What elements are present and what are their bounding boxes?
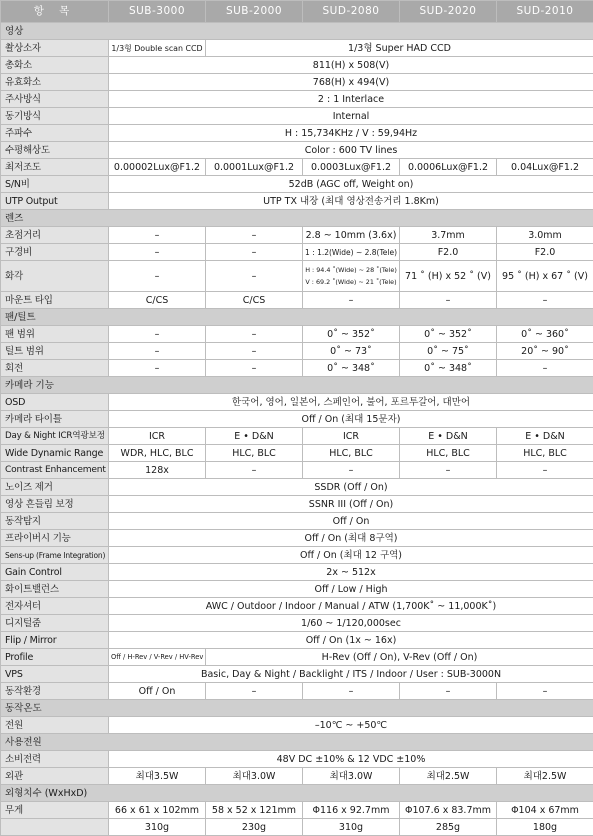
spec-row bbox=[1, 547, 593, 564]
spec-value: 0˚ ~ 352˚ bbox=[400, 326, 497, 343]
spec-value bbox=[303, 261, 400, 292]
spec-label: 영상 흔들림 보정 bbox=[1, 496, 109, 513]
spec-value: 2 : 1 Interlace bbox=[109, 91, 593, 108]
spec-row bbox=[1, 40, 593, 57]
spec-row bbox=[1, 462, 593, 479]
spec-row bbox=[1, 530, 593, 547]
spec-label: 총화소 bbox=[1, 57, 109, 74]
spec-value: 0.04Lux@F1.2 bbox=[497, 159, 593, 176]
spec-label: Sens-up (Frame Integration) bbox=[1, 547, 109, 564]
spec-value: Off / On bbox=[109, 683, 206, 700]
spec-value: 최대2.5W bbox=[400, 768, 497, 785]
spec-row bbox=[1, 598, 593, 615]
spec-value: – bbox=[400, 292, 497, 309]
spec-row bbox=[1, 57, 593, 74]
spec-value: 최대2.5W bbox=[497, 768, 593, 785]
spec-label: 최저조도 bbox=[1, 159, 109, 176]
spec-value: E • D&N bbox=[206, 428, 303, 445]
spec-value: 최대3.0W bbox=[206, 768, 303, 785]
spec-label: 화각 bbox=[1, 261, 109, 292]
spec-row bbox=[1, 343, 593, 360]
spec-row bbox=[1, 717, 593, 734]
spec-value: E • D&N bbox=[497, 428, 593, 445]
spec-value: Φ116 x 92.7mm bbox=[303, 802, 400, 819]
section-row bbox=[1, 377, 593, 394]
spec-row bbox=[1, 411, 593, 428]
spec-value: C/CS bbox=[206, 292, 303, 309]
header-item: 항 목 bbox=[1, 1, 109, 23]
spec-row bbox=[1, 479, 593, 496]
spec-value: Off / On bbox=[109, 513, 593, 530]
spec-value: – bbox=[206, 683, 303, 700]
section-title: 사용전원 bbox=[1, 734, 593, 751]
spec-value: 71 ˚ (H) x 52 ˚ (V) bbox=[400, 261, 497, 292]
spec-row bbox=[1, 360, 593, 377]
spec-value: – bbox=[303, 292, 400, 309]
spec-label: 주파수 bbox=[1, 125, 109, 142]
spec-label: 전원 bbox=[1, 717, 109, 734]
spec-row bbox=[1, 91, 593, 108]
spec-value: 1/60 ~ 1/120,000sec bbox=[109, 615, 593, 632]
spec-value: – bbox=[109, 326, 206, 343]
spec-label: 카메라 타이틀 bbox=[1, 411, 109, 428]
spec-row bbox=[1, 193, 593, 210]
spec-value: 0˚ ~ 360˚ bbox=[497, 326, 593, 343]
spec-row bbox=[1, 683, 593, 700]
spec-value: 2x ~ 512x bbox=[109, 564, 593, 581]
spec-label: 구경비 bbox=[1, 244, 109, 261]
spec-row bbox=[1, 74, 593, 91]
spec-label: 디지털줌 bbox=[1, 615, 109, 632]
spec-label: Gain Control bbox=[1, 564, 109, 581]
spec-value: –10℃ ~ +50℃ bbox=[109, 717, 593, 734]
spec-value: F2.0 bbox=[400, 244, 497, 261]
spec-row bbox=[1, 244, 593, 261]
spec-value: – bbox=[109, 227, 206, 244]
spec-value: 58 x 52 x 121mm bbox=[206, 802, 303, 819]
spec-value: Off / H-Rev / V-Rev / HV-Rev bbox=[109, 649, 206, 666]
spec-row bbox=[1, 292, 593, 309]
spec-value: 768(H) x 494(V) bbox=[109, 74, 593, 91]
spec-value: H : 15,734KHz / V : 59,94Hz bbox=[109, 125, 593, 142]
spec-label: 프라이버시 기능 bbox=[1, 530, 109, 547]
section-row bbox=[1, 700, 593, 717]
spec-value: Basic, Day & Night / Backlight / ITS / Indoor / User : SUB-3000N bbox=[109, 666, 593, 683]
spec-value: – bbox=[400, 683, 497, 700]
spec-label: 동작탐지 bbox=[1, 513, 109, 530]
spec-value: – bbox=[109, 343, 206, 360]
spec-value: Internal bbox=[109, 108, 593, 125]
section-row bbox=[1, 210, 593, 227]
spec-value: HLC, BLC bbox=[303, 445, 400, 462]
spec-row bbox=[1, 108, 593, 125]
spec-value: Off / On (최대 12 구역) bbox=[109, 547, 593, 564]
spec-row bbox=[1, 125, 593, 142]
spec-table-body bbox=[1, 23, 593, 836]
spec-value: 한국어, 영어, 일본어, 스페인어, 불어, 포르투갈어, 대만어 bbox=[109, 394, 593, 411]
spec-value: – bbox=[206, 244, 303, 261]
spec-value: 20˚ ~ 90˚ bbox=[497, 343, 593, 360]
spec-value: – bbox=[109, 261, 206, 292]
section-title: 동작온도 bbox=[1, 700, 593, 717]
spec-value: UTP TX 내장 (최대 영상전송거리 1.8Km) bbox=[109, 193, 593, 210]
spec-value: 2.8 ~ 10mm (3.6x) bbox=[303, 227, 400, 244]
header-model: SUD-2020 bbox=[400, 1, 497, 23]
spec-value-line: V : 69.2 ˚(Wide) ~ 21 ˚(Tele) bbox=[305, 276, 397, 288]
section-row bbox=[1, 734, 593, 751]
spec-row bbox=[1, 326, 593, 343]
spec-value: – bbox=[303, 462, 400, 479]
spec-value: 48V DC ±10% & 12 VDC ±10% bbox=[109, 751, 593, 768]
section-title: 영상 bbox=[1, 23, 593, 40]
spec-value: 0˚ ~ 348˚ bbox=[303, 360, 400, 377]
spec-value: WDR, HLC, BLC bbox=[109, 445, 206, 462]
spec-label: 틸트 범위 bbox=[1, 343, 109, 360]
spec-value: 0.0001Lux@F1.2 bbox=[206, 159, 303, 176]
spec-label: 마운트 타입 bbox=[1, 292, 109, 309]
spec-value: HLC, BLC bbox=[400, 445, 497, 462]
spec-label: Wide Dynamic Range bbox=[1, 445, 109, 462]
spec-row bbox=[1, 445, 593, 462]
spec-value: 3.7mm bbox=[400, 227, 497, 244]
spec-row bbox=[1, 428, 593, 445]
section-row bbox=[1, 309, 593, 326]
header-model: SUD-2010 bbox=[497, 1, 593, 23]
spec-value: – bbox=[206, 227, 303, 244]
spec-value: E • D&N bbox=[400, 428, 497, 445]
spec-label: 화이트밸런스 bbox=[1, 581, 109, 598]
spec-value: H-Rev (Off / On), V-Rev (Off / On) bbox=[206, 649, 593, 666]
spec-value: – bbox=[206, 326, 303, 343]
spec-label: Profile bbox=[1, 649, 109, 666]
spec-row bbox=[1, 768, 593, 785]
spec-value: 0˚ ~ 73˚ bbox=[303, 343, 400, 360]
spec-row bbox=[1, 513, 593, 530]
spec-label: 주사방식 bbox=[1, 91, 109, 108]
spec-value: Off / On (최대 15문자) bbox=[109, 411, 593, 428]
spec-value: F2.0 bbox=[497, 244, 593, 261]
spec-row bbox=[1, 227, 593, 244]
spec-value: AWC / Outdoor / Indoor / Manual / ATW (1,700K˚ ~ 11,000K˚) bbox=[109, 598, 593, 615]
spec-value: – bbox=[400, 462, 497, 479]
section-row bbox=[1, 785, 593, 802]
spec-value: 0˚ ~ 352˚ bbox=[303, 326, 400, 343]
spec-value: 1/3형 Double scan CCD bbox=[109, 40, 206, 57]
spec-label: 동기방식 bbox=[1, 108, 109, 125]
section-title: 카메라 기능 bbox=[1, 377, 593, 394]
spec-label bbox=[1, 819, 109, 836]
spec-row bbox=[1, 666, 593, 683]
spec-value: HLC, BLC bbox=[497, 445, 593, 462]
spec-value: – bbox=[109, 244, 206, 261]
spec-value: 0.0006Lux@F1.2 bbox=[400, 159, 497, 176]
spec-row bbox=[1, 615, 593, 632]
spec-row bbox=[1, 581, 593, 598]
spec-value: – bbox=[497, 683, 593, 700]
spec-row bbox=[1, 142, 593, 159]
spec-value: 230g bbox=[206, 819, 303, 836]
spec-label: 촬상소자 bbox=[1, 40, 109, 57]
spec-value: 310g bbox=[109, 819, 206, 836]
spec-value: – bbox=[497, 462, 593, 479]
spec-label: OSD bbox=[1, 394, 109, 411]
spec-value: Φ107.6 x 83.7mm bbox=[400, 802, 497, 819]
spec-value: – bbox=[206, 462, 303, 479]
spec-row bbox=[1, 819, 593, 836]
spec-label: 동작환경 bbox=[1, 683, 109, 700]
spec-value: 1 : 1.2(Wide) ~ 2.8(Tele) bbox=[303, 244, 400, 261]
spec-label: 유효화소 bbox=[1, 74, 109, 91]
spec-label: Contrast Enhancement bbox=[1, 462, 109, 479]
section-title: 외형치수 (WxHxD) bbox=[1, 785, 593, 802]
spec-value: Off / On (1x ~ 16x) bbox=[109, 632, 593, 649]
spec-row bbox=[1, 564, 593, 581]
spec-row bbox=[1, 632, 593, 649]
spec-value: SSDR (Off / On) bbox=[109, 479, 593, 496]
header-model: SUD-2080 bbox=[303, 1, 400, 23]
spec-row bbox=[1, 159, 593, 176]
spec-value: 811(H) x 508(V) bbox=[109, 57, 593, 74]
spec-label: 무게 bbox=[1, 802, 109, 819]
spec-row bbox=[1, 751, 593, 768]
spec-value: – bbox=[206, 261, 303, 292]
header-model: SUB-2000 bbox=[206, 1, 303, 23]
spec-label: 팬 범위 bbox=[1, 326, 109, 343]
spec-value: – bbox=[109, 360, 206, 377]
spec-value: 최대3.0W bbox=[303, 768, 400, 785]
spec-value: 180g bbox=[497, 819, 593, 836]
spec-value: 1/3형 Super HAD CCD bbox=[206, 40, 593, 57]
spec-value: – bbox=[303, 683, 400, 700]
spec-value: ICR bbox=[303, 428, 400, 445]
spec-value: Off / Low / High bbox=[109, 581, 593, 598]
spec-value: Color : 600 TV lines bbox=[109, 142, 593, 159]
spec-row bbox=[1, 496, 593, 513]
section-title: 팬/틸트 bbox=[1, 309, 593, 326]
spec-value: 최대3.5W bbox=[109, 768, 206, 785]
spec-label: UTP Output bbox=[1, 193, 109, 210]
spec-value: Φ104 x 67mm bbox=[497, 802, 593, 819]
spec-value: – bbox=[497, 360, 593, 377]
spec-row bbox=[1, 802, 593, 819]
spec-value: ICR bbox=[109, 428, 206, 445]
spec-value: Off / On (최대 8구역) bbox=[109, 530, 593, 547]
spec-label: 초점거리 bbox=[1, 227, 109, 244]
spec-row bbox=[1, 649, 593, 666]
header-row bbox=[1, 1, 593, 23]
spec-label: 회전 bbox=[1, 360, 109, 377]
spec-value: 310g bbox=[303, 819, 400, 836]
spec-label: Flip / Mirror bbox=[1, 632, 109, 649]
spec-value: – bbox=[206, 360, 303, 377]
spec-label: VPS bbox=[1, 666, 109, 683]
spec-label: 수평해상도 bbox=[1, 142, 109, 159]
spec-label: 노이즈 제거 bbox=[1, 479, 109, 496]
spec-table-header bbox=[1, 1, 593, 23]
spec-value: – bbox=[497, 292, 593, 309]
spec-value: 285g bbox=[400, 819, 497, 836]
spec-row bbox=[1, 261, 593, 292]
spec-value: 52dB (AGC off, Weight on) bbox=[109, 176, 593, 193]
header-model: SUB-3000 bbox=[109, 1, 206, 23]
spec-row bbox=[1, 176, 593, 193]
section-title: 렌즈 bbox=[1, 210, 593, 227]
spec-value: HLC, BLC bbox=[206, 445, 303, 462]
spec-value: C/CS bbox=[109, 292, 206, 309]
spec-value: SSNR III (Off / On) bbox=[109, 496, 593, 513]
spec-label: 소비전력 bbox=[1, 751, 109, 768]
spec-value: 0˚ ~ 75˚ bbox=[400, 343, 497, 360]
spec-value: 3.0mm bbox=[497, 227, 593, 244]
section-row bbox=[1, 23, 593, 40]
spec-value: 0.0003Lux@F1.2 bbox=[303, 159, 400, 176]
spec-label: S/N비 bbox=[1, 176, 109, 193]
spec-row bbox=[1, 394, 593, 411]
spec-value-line: H : 94.4 ˚(Wide) ~ 28 ˚(Tele) bbox=[305, 264, 397, 276]
spec-value: 66 x 61 x 102mm bbox=[109, 802, 206, 819]
spec-label: 전자셔터 bbox=[1, 598, 109, 615]
spec-value: 0.00002Lux@F1.2 bbox=[109, 159, 206, 176]
spec-value: – bbox=[206, 343, 303, 360]
spec-value: 0˚ ~ 348˚ bbox=[400, 360, 497, 377]
spec-label: Day & Night ICR역광보정 bbox=[1, 428, 109, 445]
spec-label: 외관 bbox=[1, 768, 109, 785]
spec-value: 128x bbox=[109, 462, 206, 479]
spec-value: 95 ˚ (H) x 67 ˚ (V) bbox=[497, 261, 593, 292]
